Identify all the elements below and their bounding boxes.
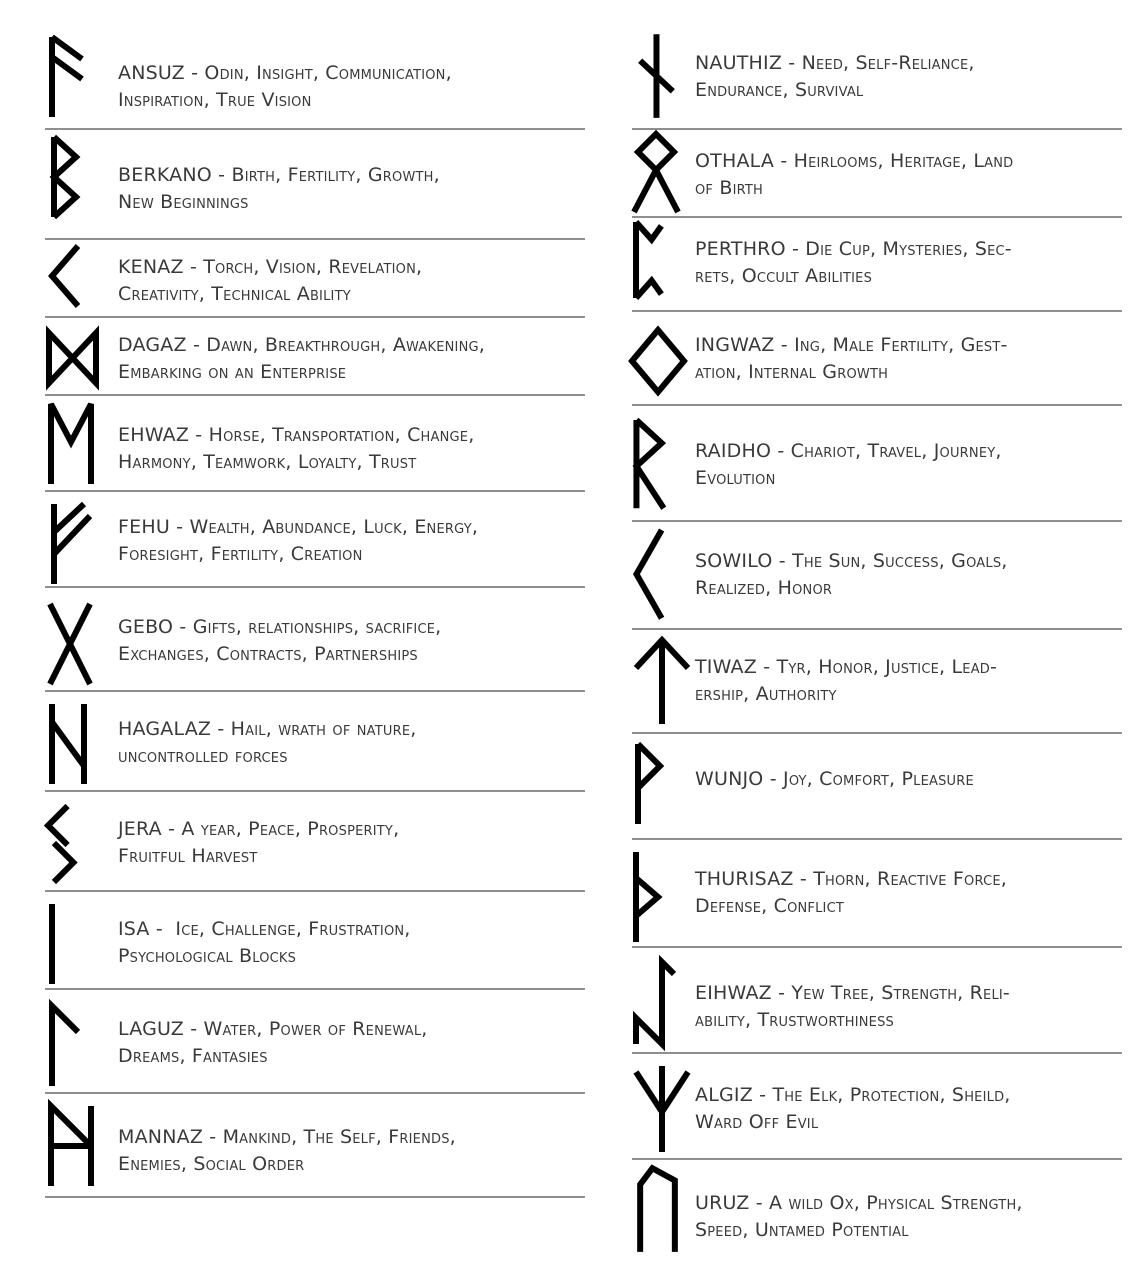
rune-description-line-1: [118, 916, 411, 943]
ehwaz-rune-icon: [46, 404, 96, 484]
rune-meaning-line-2: Endurance, Survival: [695, 79, 864, 101]
jera-rune-icon: [46, 806, 95, 884]
rune-name-separator: -: [211, 164, 232, 186]
nauthiz-rune-icon: [632, 34, 683, 116]
divider-rule: [45, 890, 585, 892]
rune-description-line-1: [695, 50, 975, 77]
kenaz-rune-icon: [46, 246, 82, 306]
rune-meaning-line-2: of Birth: [695, 177, 764, 199]
divider-rule: [632, 1158, 1122, 1160]
rune-description-line-1: [118, 254, 422, 281]
rune-meaning-line-2: Inspiration, True Vision: [118, 89, 312, 111]
divider-rule: [45, 238, 585, 240]
rune-name-separator: -: [756, 656, 777, 678]
divider-rule: [632, 216, 1122, 218]
raidho-rune-icon-stroke: [636, 420, 663, 508]
perthro-rune-icon: [632, 222, 681, 300]
divider-rule: [45, 316, 585, 318]
rune-description-line-1: [118, 716, 417, 743]
rune-meaning-line-1: Horse, Transportation, Change,: [208, 424, 475, 446]
rune-name: URUZ: [695, 1192, 750, 1214]
rune-name: BERKANO: [118, 164, 212, 186]
rune-meaning-line-1: Thorn, Reactive Force,: [813, 868, 1007, 890]
ingwaz-rune-icon-stroke: [632, 330, 684, 392]
algiz-rune-icon: [632, 1066, 692, 1152]
rune-name: KENAZ: [118, 256, 184, 278]
uruz-rune-icon: [632, 1168, 683, 1250]
rune-meaning-line-1: Die Cup, Mysteries, Sec-: [805, 238, 1012, 260]
rune-name-separator: -: [211, 718, 231, 740]
rune-name-separator: -: [752, 1084, 773, 1106]
rune-description: [118, 332, 485, 386]
rune-name: INGWAZ: [695, 334, 775, 356]
rune-description: [695, 548, 1008, 602]
divider-rule: [632, 310, 1122, 312]
rune-name: FEHU: [118, 516, 170, 538]
rune-description: [118, 1016, 428, 1070]
rune-description-line-1: [695, 866, 1007, 893]
dagaz-rune-icon: [46, 330, 99, 386]
rune-meaning-line-2: Ward Off Evil: [695, 1111, 819, 1133]
gebo-rune-icon: [46, 604, 96, 684]
rune-name: THURISAZ: [695, 868, 794, 890]
rune-description: [118, 614, 441, 668]
rune-description-line-1: [118, 332, 485, 359]
tiwaz-rune-icon: [632, 640, 692, 724]
rune-meaning-line-2: Dreams, Fantasies: [118, 1045, 268, 1067]
rune-meaning-line-1: The Elk, Protection, Sheild,: [772, 1084, 1011, 1106]
berkano-rune-icon: [46, 137, 96, 217]
rune-name-separator: -: [203, 1126, 223, 1148]
rune-name-separator: -: [749, 1192, 770, 1214]
fehu-rune-icon-stroke: [54, 504, 90, 584]
rune-description: [118, 422, 474, 476]
rune-meaning-line-2: Enemies, Social Order: [118, 1153, 305, 1175]
rune-meaning-line-1: Wealth, Abundance, Luck, Energy,: [189, 516, 479, 538]
rune-description: [118, 254, 422, 308]
rune-name-separator: -: [161, 818, 182, 840]
rune-description-line-1: [118, 1016, 428, 1043]
rune-description: [695, 236, 1012, 290]
raidho-rune-icon: [632, 420, 685, 504]
rune-description-line-1: [695, 766, 974, 793]
rune-name: EHWAZ: [118, 424, 190, 446]
rune-meaning-line-1: Tyr, Honor, Justice, Lead-: [776, 656, 998, 678]
jera-rune-icon-stroke: [48, 806, 73, 882]
rune-name: DAGAZ: [118, 334, 187, 356]
rune-name-separator: -: [169, 516, 190, 538]
rune-name: SOWILO: [695, 550, 773, 572]
rune-name-separator: -: [785, 238, 806, 260]
divider-rule: [45, 490, 585, 492]
rune-description-line-1: [695, 654, 997, 681]
rune-meaning-line-1: Ing, Male Fertility, Gest-: [794, 334, 1008, 356]
rune-description: [695, 766, 974, 793]
rune-name-separator: -: [189, 424, 209, 446]
uruz-rune-icon-stroke: [640, 1168, 675, 1252]
rune-name-separator: -: [184, 1018, 204, 1040]
rune-name-separator: -: [782, 52, 802, 74]
othala-rune-icon-stroke: [634, 134, 678, 212]
rune-name-separator: -: [774, 150, 794, 172]
laguz-rune-icon-stroke: [52, 1006, 78, 1086]
rune-name-separator: -: [173, 616, 193, 638]
rune-name: WUNJO: [695, 768, 764, 790]
mannaz-rune-icon-stroke: [51, 1106, 91, 1186]
rune-name-separator: -: [183, 256, 204, 278]
rune-name-separator: -: [186, 334, 207, 356]
rune-meaning-line-2: Fruitful Harvest: [118, 845, 258, 867]
divider-rule: [45, 586, 585, 588]
rune-description-line-1: [695, 148, 1013, 175]
rune-description: [118, 1124, 456, 1178]
rune-name-separator: -: [771, 440, 791, 462]
divider-rule: [632, 404, 1122, 406]
sowilo-rune-icon: [632, 530, 685, 614]
rune-description: [118, 816, 399, 870]
rune-description: [118, 514, 478, 568]
thurisaz-rune-icon-stroke: [636, 852, 658, 942]
rune-name: HAGALAZ: [118, 718, 212, 740]
rune-meaning-line-1: Mankind, The Self, Friends,: [222, 1126, 456, 1148]
rune-description-line-1: [118, 816, 399, 843]
rune-meaning-line-2: ership, Authority: [695, 683, 837, 705]
rune-meaning-line-2: Evolution: [695, 467, 776, 489]
rune-name: JERA: [118, 818, 162, 840]
ansuz-rune-icon: [46, 37, 96, 117]
rune-description: [695, 438, 1002, 492]
rune-meaning-line-2: Realized, Honor: [695, 577, 833, 599]
rune-name: NAUTHIZ: [695, 52, 783, 74]
rune-name-separator: -: [774, 334, 795, 356]
ehwaz-rune-icon-stroke: [51, 404, 91, 484]
nauthiz-rune-icon-stroke: [640, 34, 673, 118]
rune-description-line-1: [695, 236, 1012, 263]
divider-rule: [45, 790, 585, 792]
hagalaz-rune-icon: [46, 704, 96, 784]
rune-description: [118, 60, 452, 114]
berkano-rune-icon-stroke: [54, 137, 76, 217]
thurisaz-rune-icon: [632, 852, 662, 942]
rune-name: RAIDHO: [695, 440, 772, 462]
rune-meaning-line-1: Water, Power of Renewal,: [203, 1018, 428, 1040]
fehu-rune-icon: [46, 504, 96, 584]
rune-name: EIHWAZ: [695, 982, 772, 1004]
rune-description-line-1: [118, 162, 440, 189]
rune-meaning-line-2: Speed, Untamed Potential: [695, 1219, 909, 1241]
rune-description-line-1: [118, 614, 441, 641]
rune-name-separator: -: [763, 768, 784, 790]
mannaz-rune-icon: [46, 1106, 96, 1186]
rune-meaning-line-2: New Beginnings: [118, 191, 249, 213]
rune-description-line-1: [118, 422, 474, 449]
rune-name-separator: -: [184, 62, 205, 84]
rune-description: [695, 1190, 1023, 1244]
rune-meaning-line-1: Chariot, Travel, Journey,: [790, 440, 1002, 462]
ingwaz-rune-icon: [632, 330, 684, 392]
rune-meaning-line-1: Heirlooms, Heritage, Land: [793, 150, 1014, 172]
rune-description-line-1: [695, 980, 1010, 1007]
rune-meaning-line-1: Dawn, Breakthrough, Awakening,: [206, 334, 486, 356]
rune-name: GEBO: [118, 616, 174, 638]
rune-meaning-line-2: ability, Trustworthiness: [695, 1009, 894, 1031]
rune-name-separator: -: [149, 918, 176, 940]
rune-meaning-line-1: Yew Tree, Strength, Reli-: [791, 982, 1010, 1004]
rune-description-line-1: [695, 1190, 1023, 1217]
rune-description-line-1: [695, 548, 1008, 575]
rune-meaning-line-1: Birth, Fertility, Growth,: [231, 164, 440, 186]
rune-meaning-line-1: Torch, Vision, Revelation,: [203, 256, 423, 278]
rune-meaning-line-2: Psychological Blocks: [118, 945, 297, 967]
rune-description: [695, 866, 1007, 920]
divider-rule: [632, 520, 1122, 522]
rune-meaning-line-2: Defense, Conflict: [695, 895, 845, 917]
eihwaz-rune-icon: [632, 960, 676, 1044]
eihwaz-rune-icon-stroke: [636, 962, 674, 1044]
rune-description: [695, 50, 975, 104]
rune-description-line-1: [695, 1082, 1011, 1109]
rune-meaning-line-2: uncontrolled forces: [118, 745, 288, 767]
wunjo-rune-icon-stroke: [638, 744, 660, 824]
rune-name: LAGUZ: [118, 1018, 184, 1040]
rune-name: MANNAZ: [118, 1126, 204, 1148]
rune-description: [118, 716, 417, 770]
isa-rune-icon: [46, 904, 96, 984]
divider-rule: [632, 1052, 1122, 1054]
rune-description: [695, 1082, 1011, 1136]
rune-description-line-1: [695, 438, 1002, 465]
divider-rule: [45, 988, 585, 990]
divider-rule: [45, 1196, 585, 1198]
rune-meaning-line-1: Ice, Challenge, Frustration,: [175, 918, 411, 940]
rune-description: [695, 332, 1008, 386]
rune-meaning-line-1: Hail, wrath of nature,: [230, 718, 417, 740]
divider-rule: [45, 690, 585, 692]
rune-name-separator: -: [772, 550, 793, 572]
rune-meaning-line-1: Need, Self-Reliance,: [801, 52, 975, 74]
rune-description: [118, 162, 440, 216]
rune-name: PERTHRO: [695, 238, 786, 260]
rune-description: [695, 148, 1013, 202]
rune-name: ALGIZ: [695, 1084, 753, 1106]
rune-name: TIWAZ: [695, 656, 757, 678]
divider-rule: [632, 628, 1122, 630]
rune-meaning-line-2: Exchanges, Contracts, Partnerships: [118, 643, 418, 665]
laguz-rune-icon: [46, 1006, 96, 1086]
rune-name-separator: -: [793, 868, 814, 890]
rune-meaning-line-1: The Sun, Success, Goals,: [792, 550, 1008, 572]
rune-description-line-1: [695, 332, 1008, 359]
rune-name-separator: -: [771, 982, 792, 1004]
divider-rule: [632, 946, 1122, 948]
algiz-rune-icon-stroke: [636, 1066, 688, 1152]
divider-rule: [632, 128, 1122, 130]
rune-meaning-line-2: rets, Occult Abilities: [695, 265, 873, 287]
rune-meaning-line-2: ation, Internal Growth: [695, 361, 889, 383]
rune-meaning-line-2: Creativity, Technical Ability: [118, 283, 351, 305]
rune-meaning-line-1: Odin, Insight, Communication,: [204, 62, 452, 84]
rune-description-line-1: [118, 514, 478, 541]
sowilo-rune-icon-stroke: [636, 530, 661, 618]
divider-rule: [632, 732, 1122, 734]
rune-description-line-1: [118, 1124, 456, 1151]
rune-name: OTHALA: [695, 150, 775, 172]
divider-rule: [632, 838, 1122, 840]
divider-rule: [45, 1092, 585, 1094]
rune-meaning-line-1: A wild Ox, Physical Strength,: [769, 1192, 1023, 1214]
wunjo-rune-icon: [632, 744, 682, 824]
rune-description: [695, 980, 1010, 1034]
hagalaz-rune-icon-stroke: [52, 704, 84, 784]
tiwaz-rune-icon-stroke: [636, 640, 688, 724]
rune-description-line-1: [118, 60, 452, 87]
rune-meaning-line-2: Foresight, Fertility, Creation: [118, 543, 363, 565]
divider-rule: [45, 394, 585, 396]
rune-description: [695, 654, 997, 708]
rune-meaning-line-2: Embarking on an Enterprise: [118, 361, 347, 383]
perthro-rune-icon-stroke: [636, 222, 661, 298]
rune-meaning-line-1: Gifts, relationships, sacrifice,: [192, 616, 442, 638]
rune-description: [118, 916, 411, 970]
rune-name: ISA: [118, 918, 150, 940]
rune-name: ANSUZ: [118, 62, 185, 84]
dagaz-rune-icon-stroke: [49, 333, 96, 383]
rune-meaning-line-1: A year, Peace, Prosperity,: [181, 818, 400, 840]
gebo-rune-icon-stroke: [50, 604, 90, 684]
rune-meaning-line-1: Joy, Comfort, Pleasure: [783, 768, 974, 790]
rune-meaning-line-2: Harmony, Teamwork, Loyalty, Trust: [118, 451, 417, 473]
kenaz-rune-icon-stroke: [52, 246, 78, 306]
divider-rule: [45, 128, 585, 130]
othala-rune-icon: [632, 134, 680, 212]
ansuz-rune-icon-stroke: [52, 37, 82, 117]
